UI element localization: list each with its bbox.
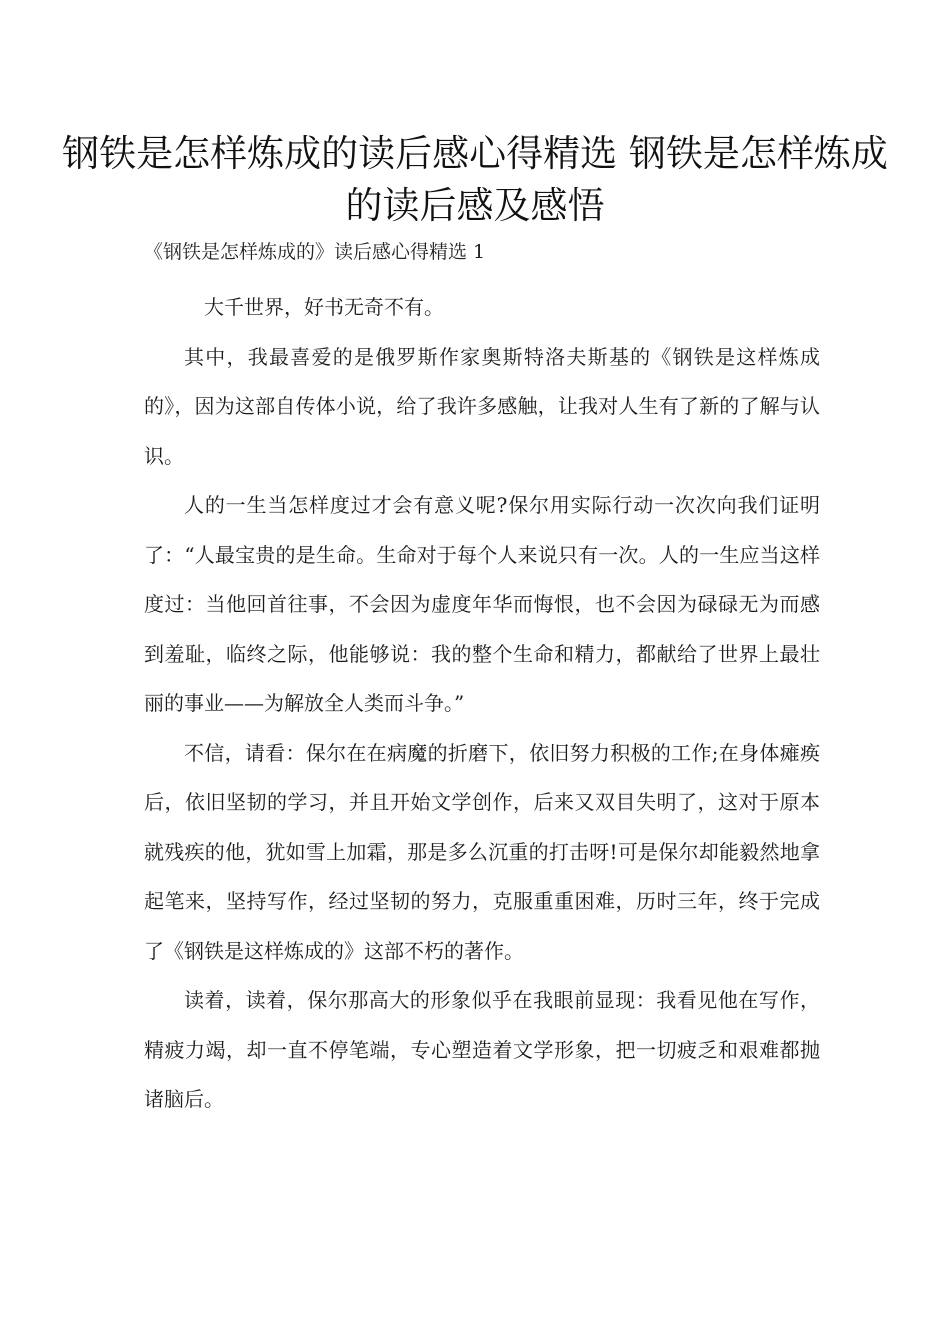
paragraph: 不信，请看：保尔在在病魔的折磨下，依旧努力积极的工作;在身体瘫痪后，依旧坚韧的学习，并且开始文学创作，后来又双目失明了，这对于原本就残疾的他，犹如雪上加霜，那是多么沉重的打击呀!可是保尔却能毅然地拿起笔来，坚持写作，经过坚韧的努力，克服重重困难，历时三年，终于完成了《钢铁是这样炼成的》这部不朽的著作。	[144, 740, 820, 963]
paragraph: 大千世界，好书无奇不有。	[204, 295, 444, 319]
section-heading: 《钢铁是怎样炼成的》读后感心得精选 1	[144, 241, 486, 263]
document-title: 钢铁是怎样炼成的读后感心得精选 钢铁是怎样炼成的读后感及感悟	[62, 132, 888, 227]
paragraph: 人的一生当怎样度过才会有意义呢?保尔用实际行动一次次向我们证明了：“人最宝贵的是生命。生命对于每个人来说只有一次。人的一生应当这样度过：当他回首往事，不会因为虚度年华而悔恨，也不会因为碌碌无为而感到羞耻，临终之际，他能够说：我的整个生命和精力，都献给了世界上最壮丽的事业——为解放全人类而斗争。”	[144, 493, 820, 715]
paragraph: 读着，读着，保尔那高大的形象似乎在我眼前显现：我看见他在写作，精疲力竭，却一直不停笔端，专心塑造着文学形象，把一切疲乏和艰难都抛诸脑后。	[144, 988, 820, 1111]
document-body	[144, 283, 820, 1125]
paragraph: 其中，我最喜爱的是俄罗斯作家奥斯特洛夫斯基的《钢铁是这样炼成的》，因为这部自传体小说，给了我许多感触，让我对人生有了新的了解与认识。	[144, 344, 820, 468]
